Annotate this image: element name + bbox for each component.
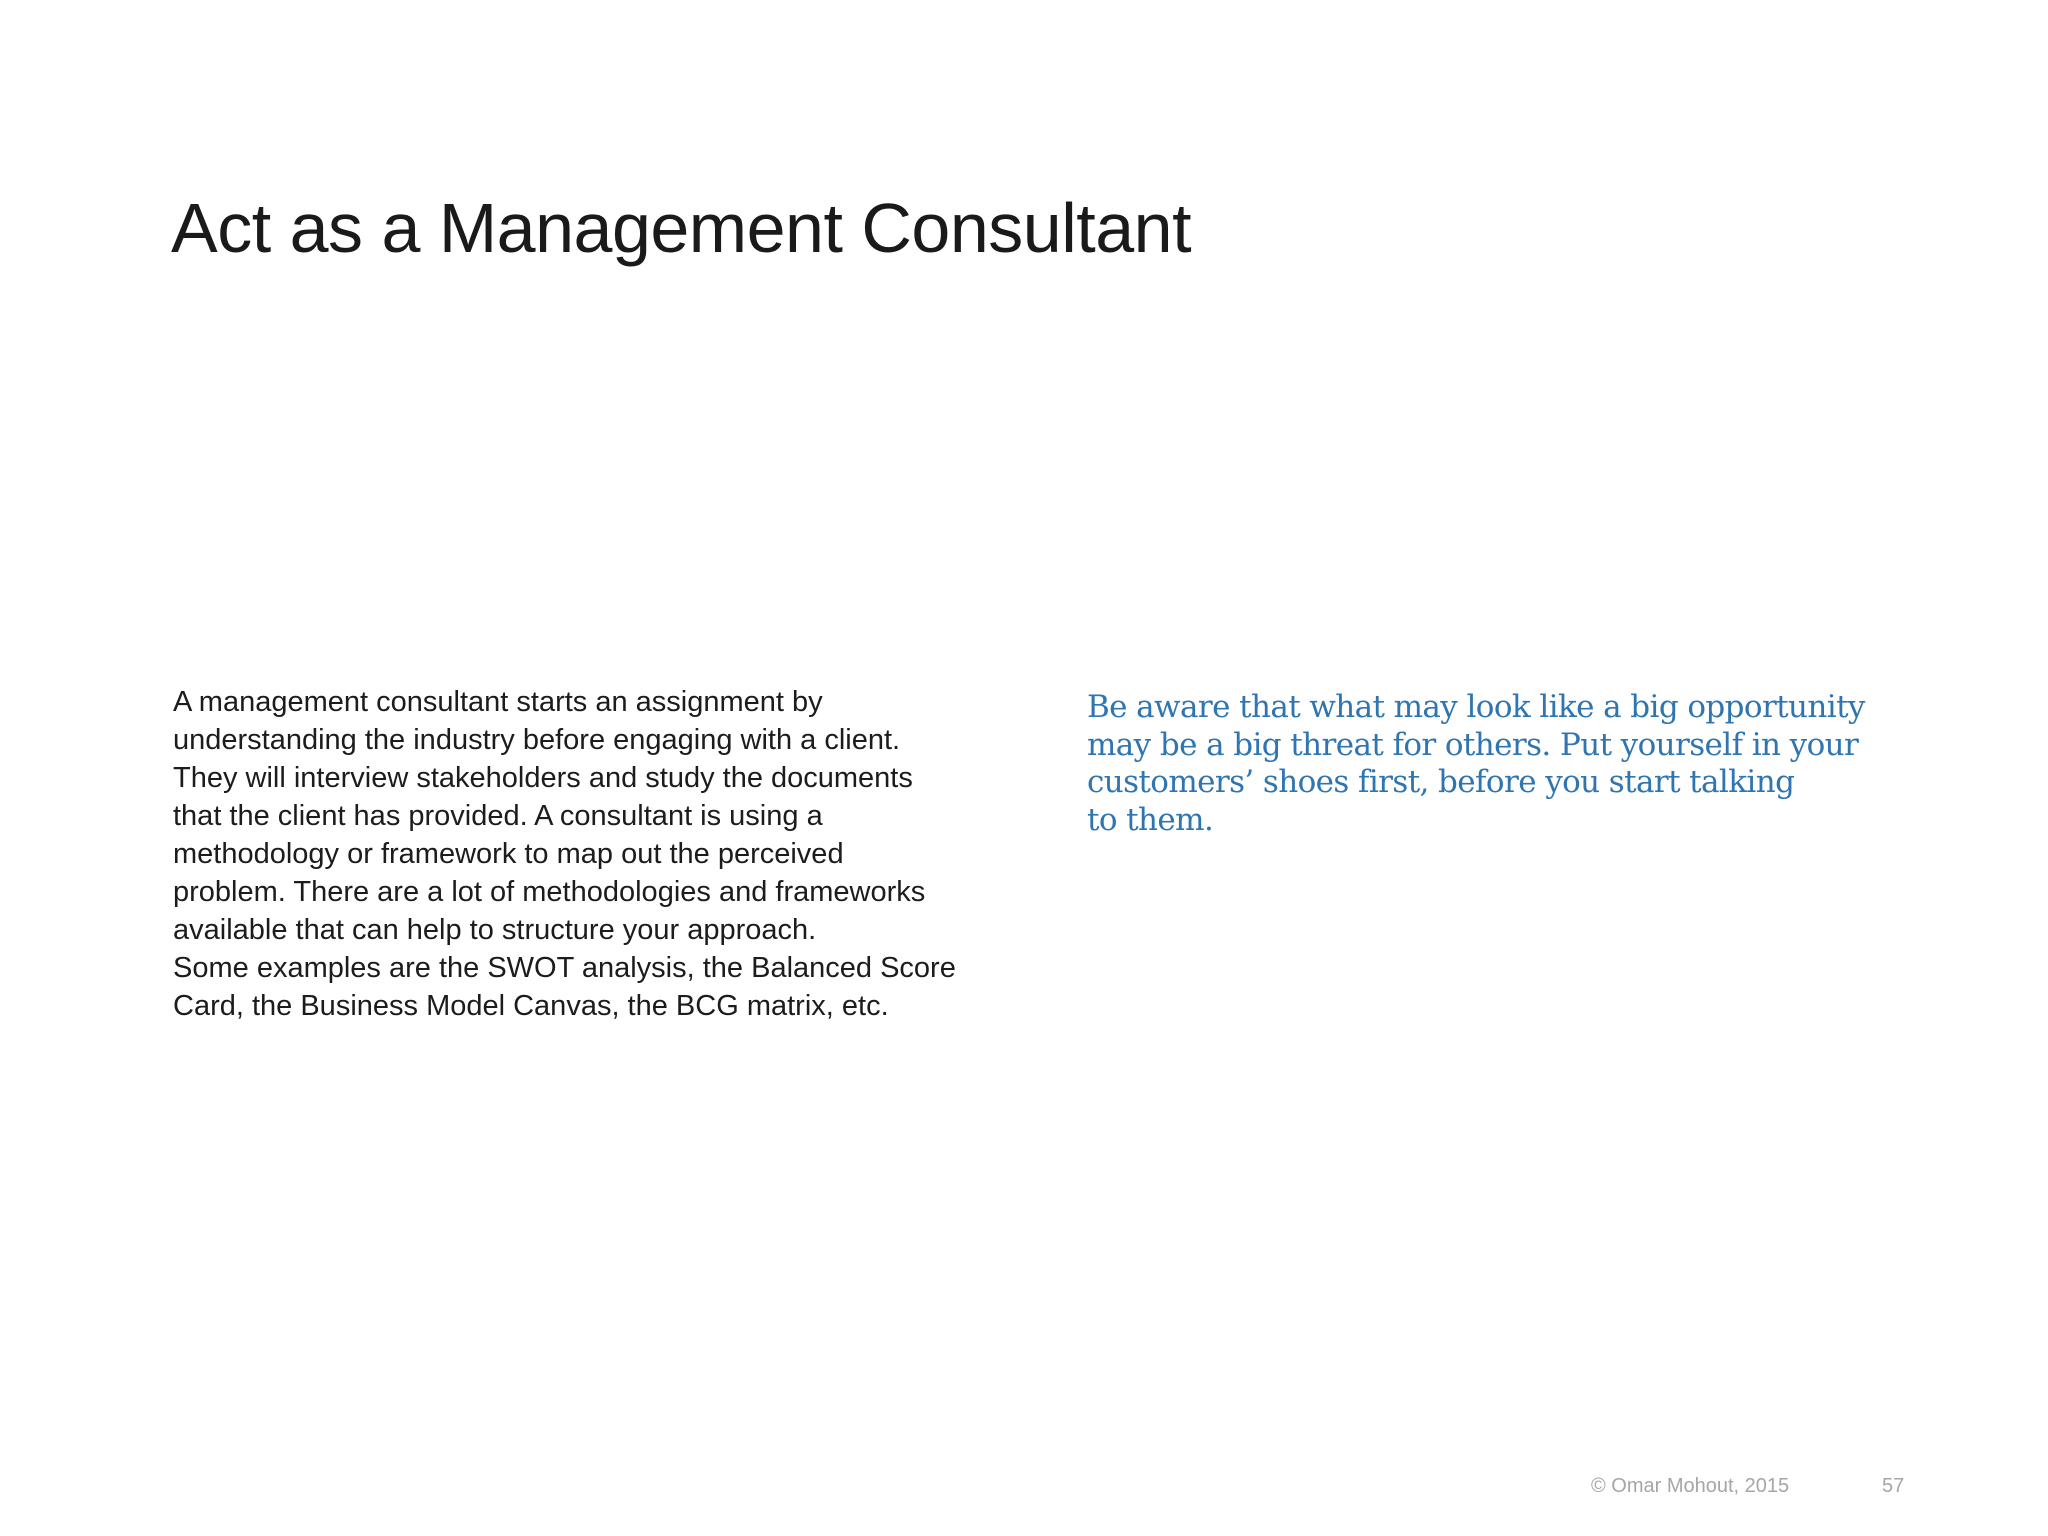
body-line: that the client has provided. A consultant is using a (173, 800, 823, 832)
quote-line: Be aware that what may look like a big opportunity (1087, 689, 1865, 725)
pull-quote (1087, 689, 1907, 839)
body-line: available that can help to structure your approach. (173, 914, 817, 946)
footer-copyright: © Omar Mohout, 2015 (1591, 1475, 1790, 1497)
page-number: 57 (1882, 1475, 1905, 1497)
quote-line: customers’ shoes first, before you start talking (1087, 764, 1795, 800)
body-line: Card, the Business Model Canvas, the BCG matrix, etc. (173, 990, 889, 1022)
slide-title: Act as a Management Consultant (171, 189, 1192, 267)
body-paragraph (173, 683, 973, 1025)
body-line: A management consultant starts an assignment by (173, 686, 823, 718)
body-line: They will interview stakeholders and study the documents (173, 762, 913, 794)
quote-line: may be a big threat for others. Put yourself in your (1087, 726, 1859, 763)
body-line: methodology or framework to map out the perceived (173, 838, 844, 870)
body-line: understanding the industry before engaging with a client. (173, 724, 901, 756)
body-line: problem. There are a lot of methodologies and frameworks (173, 876, 926, 908)
quote-line: to them. (1087, 801, 1214, 838)
body-line: Some examples are the SWOT analysis, the Balanced Score (173, 952, 956, 984)
